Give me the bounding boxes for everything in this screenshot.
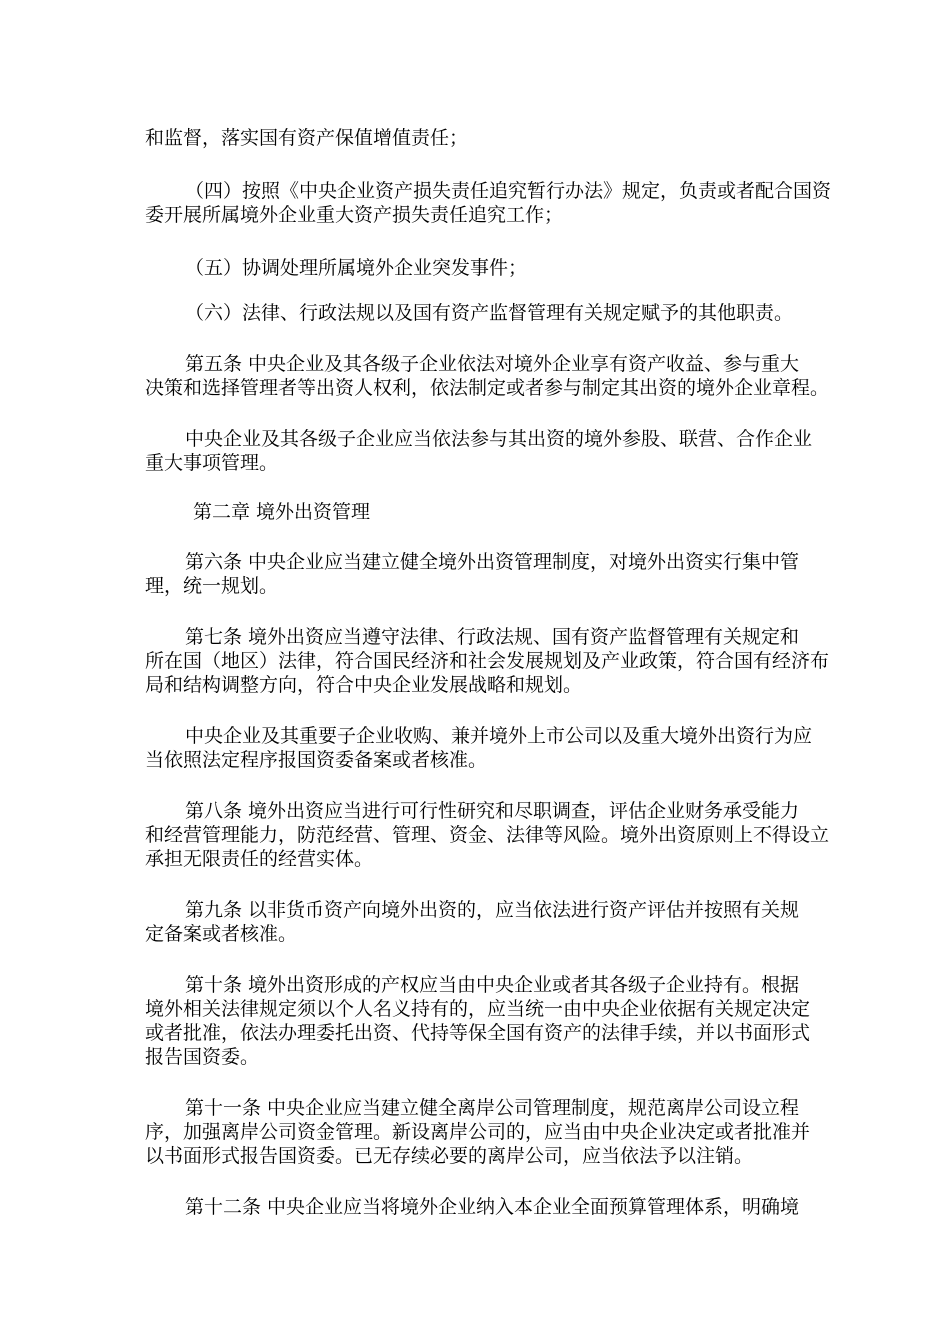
list-item-5: （五）协调处理所属境外企业突发事件； <box>185 257 528 279</box>
article-8-line-1: 第八条 境外出资应当进行可行性研究和尽职调查，评估企业财务承受能力 <box>185 800 800 822</box>
article-6-line-2: 理，统一规划。 <box>145 575 279 597</box>
article-11-line-1: 第十一条 中央企业应当建立健全离岸公司管理制度，规范离岸公司设立程 <box>185 1097 800 1119</box>
article-11-line-2: 序，加强离岸公司资金管理。新设离岸公司的，应当由中央企业决定或者批准并 <box>145 1121 811 1143</box>
article-10-line-3: 或者批准，依法办理委托出资、代持等保全国有资产的法律手续，并以书面形式 <box>145 1022 811 1044</box>
paragraph-line: 和监督，落实国有资产保值增值责任； <box>145 127 469 149</box>
article-12-line-1: 第十二条 中央企业应当将境外企业纳入本企业全面预算管理体系，明确境 <box>185 1196 800 1218</box>
list-item-4-line-2: 委开展所属境外企业重大资产损失责任追究工作； <box>145 204 564 226</box>
article-8-line-3: 承担无限责任的经营实体。 <box>145 848 374 870</box>
article-7-line-2: 所在国（地区）法律，符合国民经济和社会发展规划及产业政策，符合国有经济布 <box>145 650 830 672</box>
article-5-line-2: 决策和选择管理者等出资人权利，依法制定或者参与制定其出资的境外企业章程。 <box>145 377 830 399</box>
article-8-line-2: 和经营管理能力，防范经营、管理、资金、法律等风险。境外出资原则上不得设立 <box>145 824 830 846</box>
list-item-6: （六）法律、行政法规以及国有资产监督管理有关规定赋予的其他职责。 <box>185 302 794 324</box>
article-5b-line-1: 中央企业及其各级子企业应当依法参与其出资的境外参股、联营、合作企业 <box>185 428 813 450</box>
article-10-line-4: 报告国资委。 <box>145 1046 260 1068</box>
chapter-heading: 第二章 境外出资管理 <box>193 501 371 523</box>
article-6-line-1: 第六条 中央企业应当建立健全境外出资管理制度，对境外出资实行集中管 <box>185 551 800 573</box>
article-7b-line-1: 中央企业及其重要子企业收购、兼并境外上市公司以及重大境外出资行为应 <box>185 725 813 747</box>
list-item-4-line-1: （四）按照《中央企业资产损失责任追究暂行办法》规定，负责或者配合国资 <box>185 180 832 202</box>
article-5-line-1: 第五条 中央企业及其各级子企业依法对境外企业享有资产收益、参与重大 <box>185 353 800 375</box>
article-10-line-2: 境外相关法律规定须以个人名义持有的，应当统一由中央企业依据有关规定决定 <box>145 998 811 1020</box>
article-9-line-2: 定备案或者核准。 <box>145 923 298 945</box>
article-7b-line-2: 当依照法定程序报国资委备案或者核准。 <box>145 749 488 771</box>
article-11-line-3: 以书面形式报告国资委。已无存续必要的离岸公司，应当依法予以注销。 <box>145 1145 754 1167</box>
article-9-line-1: 第九条 以非货币资产向境外出资的，应当依法进行资产评估并按照有关规 <box>185 899 800 921</box>
article-5b-line-2: 重大事项管理。 <box>145 452 279 474</box>
article-7-line-3: 局和结构调整方向，符合中央企业发展战略和规划。 <box>145 674 583 696</box>
article-7-line-1: 第七条 境外出资应当遵守法律、行政法规、国有资产监督管理有关规定和 <box>185 626 800 648</box>
article-10-line-1: 第十条 境外出资形成的产权应当由中央企业或者其各级子企业持有。根据 <box>185 974 800 996</box>
